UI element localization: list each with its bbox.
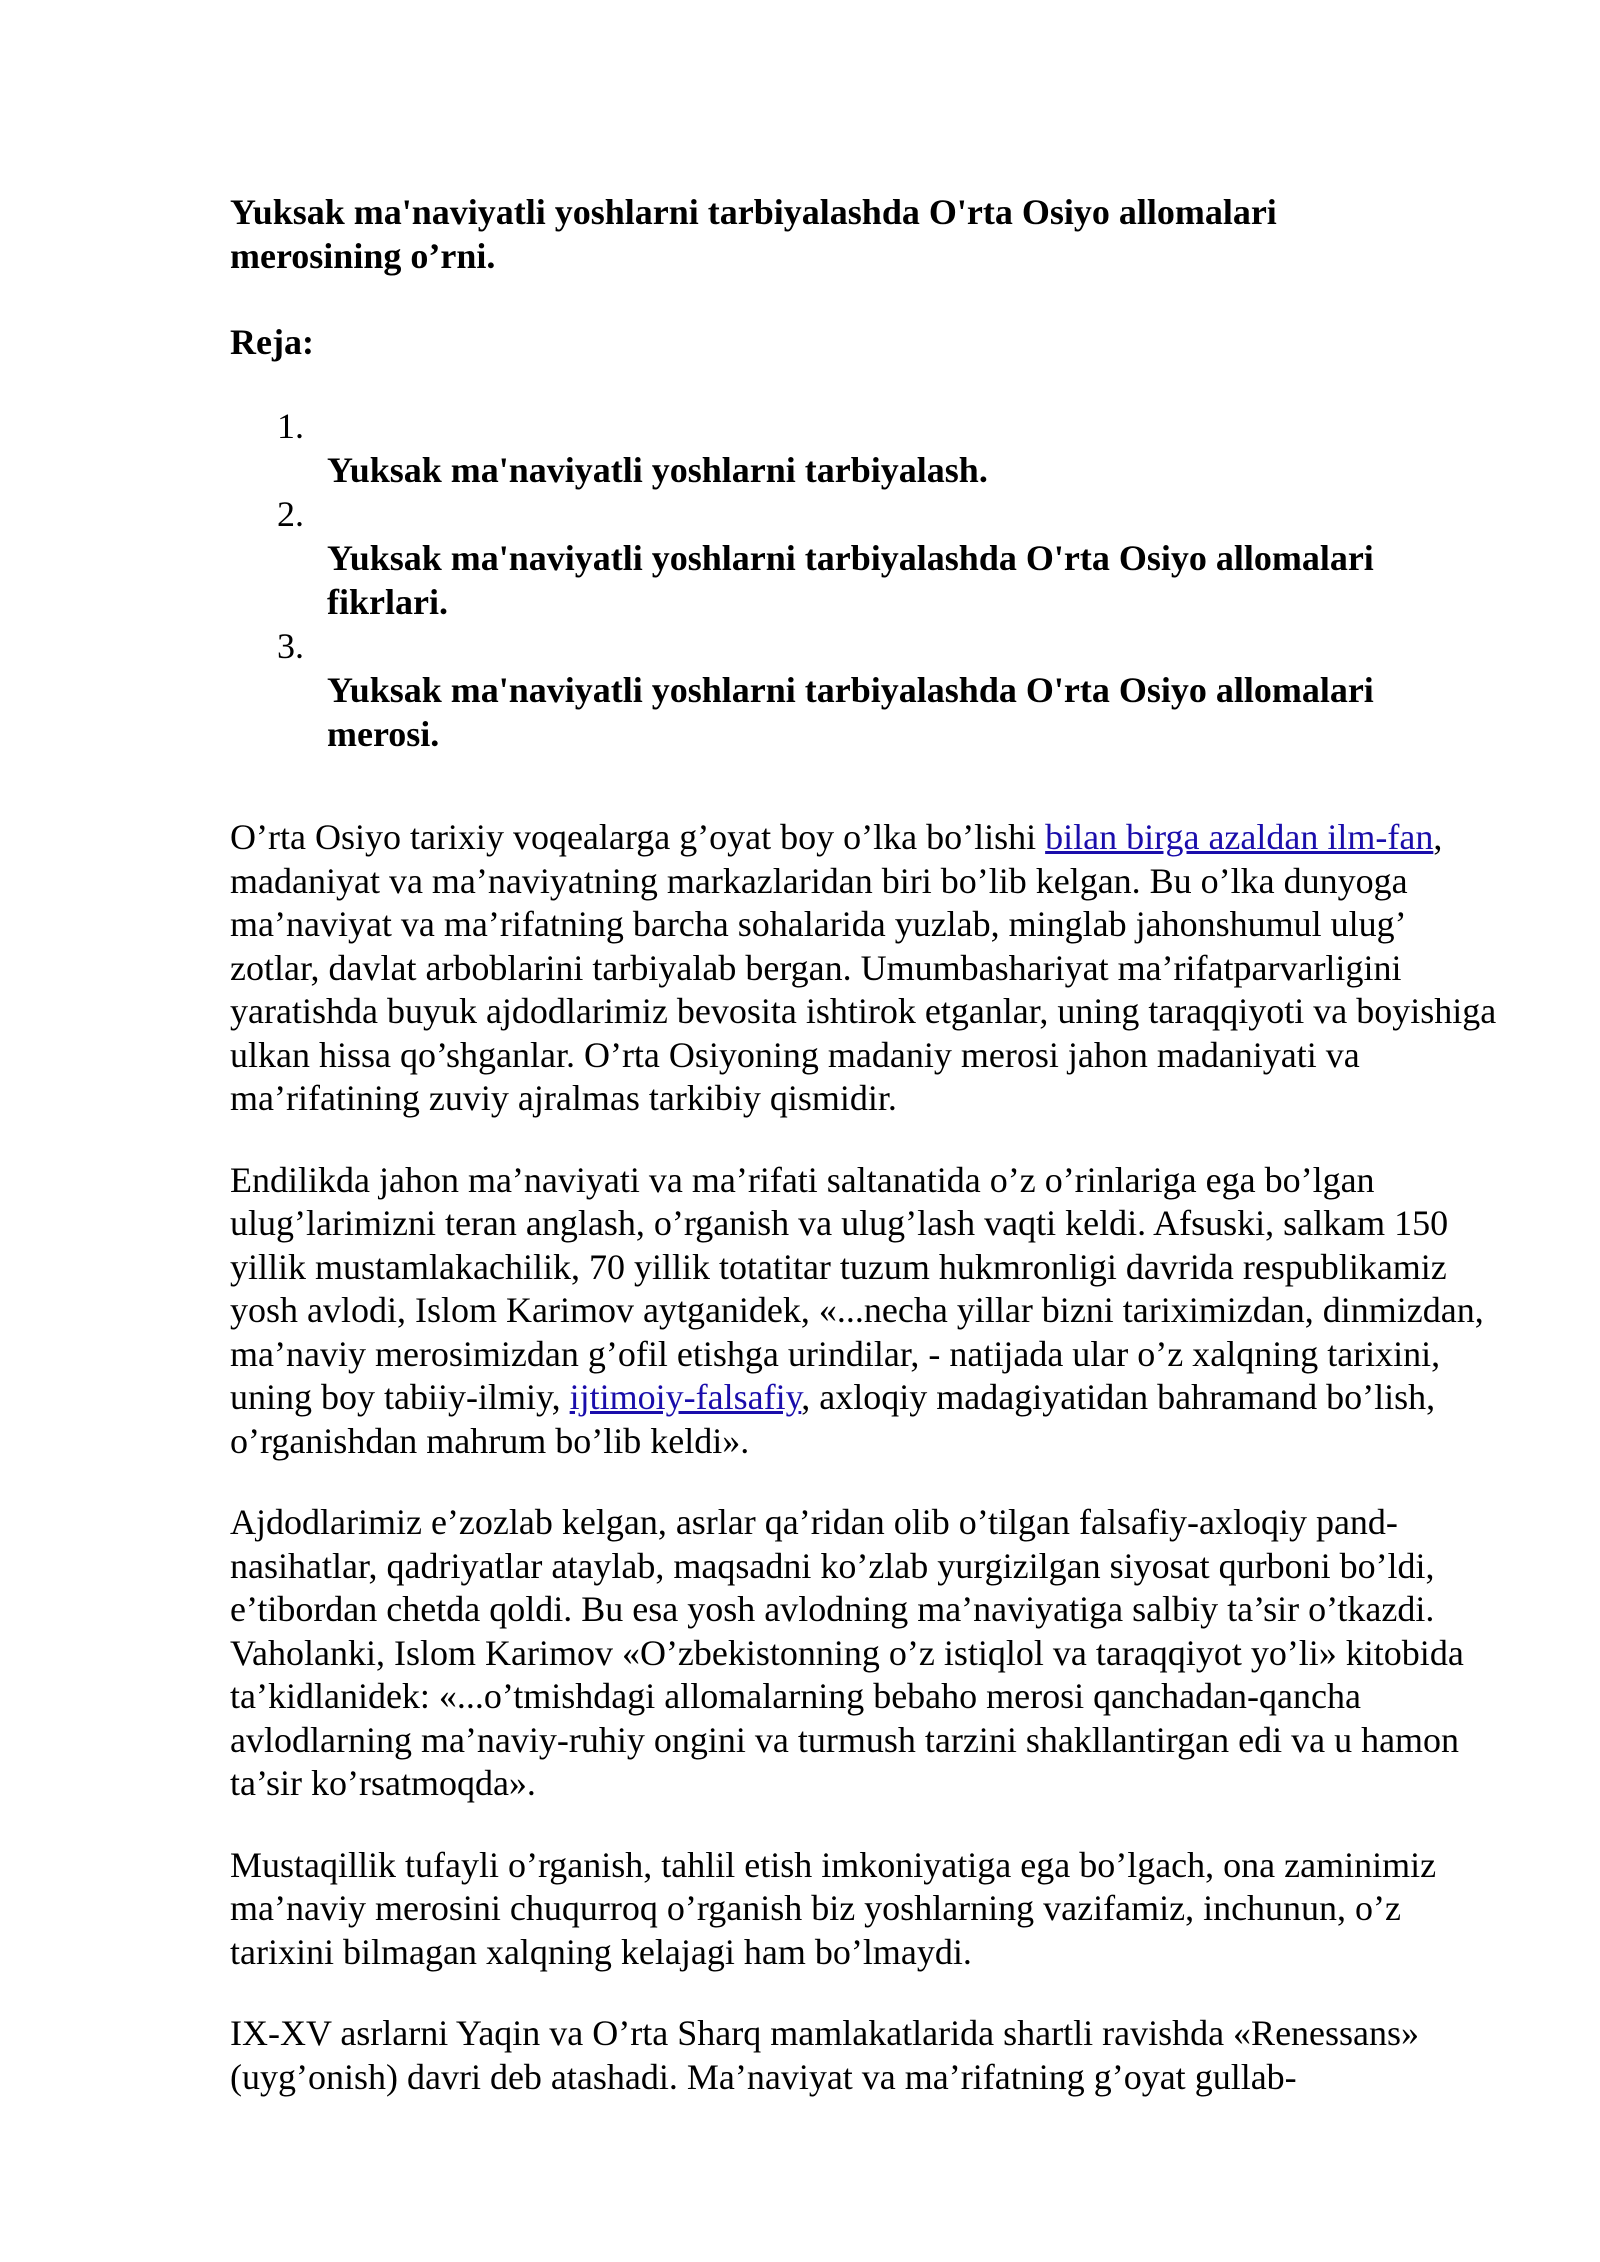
plan-item-number: 1. xyxy=(277,406,304,446)
paragraph-text: O’rta Osiyo tarixiy voqealarga g’oyat boy o’lka bo’lishi xyxy=(230,817,1046,857)
plan-item-2 xyxy=(230,492,1500,624)
plan-item-text: Yuksak ma'naviyatli yoshlarni tarbiyalashda O'rta Osiyo allomalari merosi. xyxy=(327,670,1374,754)
plan-item-3 xyxy=(230,624,1500,756)
plan-heading: Reja: xyxy=(230,322,314,362)
plan-item-number: 3. xyxy=(277,626,304,666)
paragraph-3: Ajdodlarimiz e’zozlab kelgan, asrlar qa’ridan olib o’tilgan falsafiy-axloqiy pand-nasihatlar, qadriyatlar ataylab, maqsadni ko’zlab yurgizilgan siyosat qurboni bo’ldi, e’tibordan chetda qoldi. Bu esa yosh avlodning ma’naviyatiga salbiy ta’sir o’tkazdi. Vaholanki, Islom Karimov «O’zbekistonning o’z istiqlol va taraqqiyot yo’li» kitobida ta’kidlanidek: «...o’tmishdagi allomalarning bebaho merosi qanchadan-qancha avlodlarning ma’naviy-ruhiy ongini va turmush tarzini shakllantirgan edi va u hamon ta’sir ko’rsatmoqda». xyxy=(230,1502,1464,1803)
paragraph-5: IX-XV asrlarni Yaqin va O’rta Sharq mamlakatlarida shartli ravishda «Renessans» (uyg’onish) davri deb atashadi. Ma’naviyat va ma’rifatning g’oyat gullab- xyxy=(230,2013,1420,2097)
paragraph-text: , madaniyat va ma’naviyatning markazlaridan biri bo’lib kelgan. Bu o’lka dunyoga ma’naviyat va ma’rifatning barcha sohalarida yuzlab, minglab jahonshumul ulug’ zotlar, davlat arboblarini tarbiyalab bergan. Umumbashariyat ma’rifatparvarligini yaratishda buyuk ajdodlarimiz bevosita ishtirok etganlar, uning taraqqiyoti va boyishiga ulkan hissa qo’shganlar. O’rta Osiyoning madaniy merosi jahon madaniyati va ma’rifatining zuviy ajralmas tarkibiy qismidir. xyxy=(230,817,1497,1118)
plan-item-text: Yuksak ma'naviyatli yoshlarni tarbiyalashda O'rta Osiyo allomalari fikrlari. xyxy=(327,538,1374,622)
plan-list xyxy=(230,404,1500,756)
plan-item-number: 2. xyxy=(277,494,304,534)
document-page xyxy=(230,190,1500,2099)
paragraph-1 xyxy=(230,816,1500,1121)
link-ilm-fan[interactable]: bilan birga azaldan ilm-fan xyxy=(1045,817,1434,857)
paragraph-text: , axloqiy madagiyatidan bahramand bo’lish, o’rganishdan mahrum bo’lib keldi». xyxy=(230,1377,1436,1461)
paragraph-2 xyxy=(230,1159,1500,1464)
link-ijtimoiy-falsafiy[interactable]: ijtimoiy-falsafiy xyxy=(569,1377,802,1417)
paragraph-text: Endilikda jahon ma’naviyati va ma’rifati saltanatida o’z o’rinlariga ega bo’lgan ulug’larimizni teran anglash, o’rganish va ulug’lash vaqti keldi. Afsuski, salkam 150 yillik mustamlakachilik, 70 yillik totatitar tuzum hukmronligi davrida respublikamiz yosh avlodi, Islom Karimov aytganidek, «...necha yillar bizni tariximizdan, dinmizdan, ma’naviy merosimizdan g’ofil etishga urindilar, - natijada ular o’z xalqning tarixini, uning boy tabiiy-ilmiy, xyxy=(230,1159,1484,1417)
document-title: Yuksak ma'naviyatli yoshlarni tarbiyalashda O'rta Osiyo allomalari merosining o’rni. xyxy=(230,192,1277,276)
plan-item-text: Yuksak ma'naviyatli yoshlarni tarbiyalash. xyxy=(327,450,988,490)
plan-item-1 xyxy=(230,404,1500,492)
paragraph-4: Mustaqillik tufayli o’rganish, tahlil etish imkoniyatiga ega bo’lgach, ona zaminimiz ma’naviy merosini chuqurroq o’rganish biz yoshlarning vazifamiz, inchunun, o’z tarixini bilmagan xalqning kelajagi ham bo’lmaydi. xyxy=(230,1844,1437,1972)
